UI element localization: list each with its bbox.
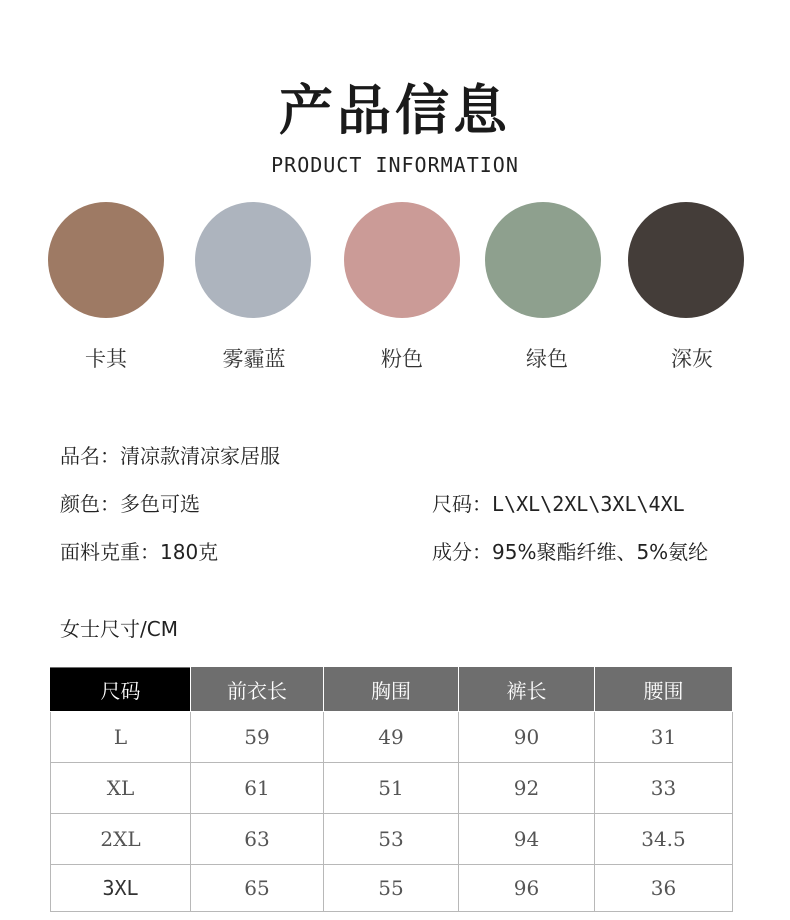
table-cell: 53 bbox=[324, 814, 459, 865]
size-label: 尺码： bbox=[432, 492, 492, 516]
product-name-row bbox=[60, 440, 280, 469]
table-cell: 36 bbox=[595, 865, 733, 912]
color-label-pink: 粉色 bbox=[381, 347, 423, 371]
table-cell: 59 bbox=[191, 712, 324, 763]
table-cell: 55 bbox=[324, 865, 459, 912]
table-row bbox=[51, 763, 733, 814]
table-cell: 90 bbox=[459, 712, 595, 763]
table-cell: L bbox=[51, 712, 191, 763]
table-cell: XL bbox=[51, 763, 191, 814]
color-swatch-green bbox=[485, 202, 601, 318]
material-row bbox=[432, 536, 708, 565]
color-swatch-haze-blue bbox=[195, 202, 311, 318]
color-row bbox=[60, 488, 200, 517]
header-waist: 腰围 bbox=[595, 668, 733, 712]
table-cell: 65 bbox=[191, 865, 324, 912]
size-table bbox=[50, 667, 733, 912]
table-row bbox=[51, 814, 733, 865]
product-name-label: 品名： bbox=[60, 444, 120, 468]
table-cell: 33 bbox=[595, 763, 733, 814]
table-cell: 51 bbox=[324, 763, 459, 814]
page-subtitle: PRODUCT INFORMATION bbox=[271, 153, 519, 177]
table-row bbox=[51, 865, 733, 912]
header-front-length: 前衣长 bbox=[191, 668, 324, 712]
header-chest: 胸围 bbox=[324, 668, 459, 712]
size-table-header-row bbox=[51, 668, 733, 712]
fabric-weight-row bbox=[60, 536, 218, 565]
color-swatch-dark-gray bbox=[628, 202, 744, 318]
color-swatch-khaki bbox=[48, 202, 164, 318]
table-cell: 34.5 bbox=[595, 814, 733, 865]
product-name-value: 清凉款清凉家居服 bbox=[120, 444, 280, 468]
table-cell: 31 bbox=[595, 712, 733, 763]
size-row bbox=[432, 488, 685, 517]
color-label: 颜色： bbox=[60, 492, 120, 516]
table-cell: 94 bbox=[459, 814, 595, 865]
color-label-dark-gray: 深灰 bbox=[671, 347, 713, 371]
page-title: 产品信息 bbox=[279, 79, 511, 142]
fabric-weight-value: 180克 bbox=[160, 540, 219, 564]
header-pants-length: 裤长 bbox=[459, 668, 595, 712]
table-cell: 3XL bbox=[51, 865, 191, 912]
table-cell: 49 bbox=[324, 712, 459, 763]
table-cell: 61 bbox=[191, 763, 324, 814]
color-label-khaki: 卡其 bbox=[85, 347, 127, 371]
table-cell: 92 bbox=[459, 763, 595, 814]
table-cell: 63 bbox=[191, 814, 324, 865]
size-value: L\XL\2XL\3XL\4XL bbox=[492, 492, 685, 516]
table-cell: 2XL bbox=[51, 814, 191, 865]
color-swatch-pink bbox=[344, 202, 460, 318]
header-size: 尺码 bbox=[51, 668, 191, 712]
color-label-green: 绿色 bbox=[526, 347, 568, 371]
color-label-haze-blue: 雾霾蓝 bbox=[222, 347, 286, 371]
table-cell: 96 bbox=[459, 865, 595, 912]
fabric-weight-label: 面料克重： bbox=[60, 540, 160, 564]
material-value: 95%聚酯纤维、5%氨纶 bbox=[492, 540, 709, 564]
material-label: 成分： bbox=[432, 540, 492, 564]
color-value: 多色可选 bbox=[120, 492, 200, 516]
size-table-caption: 女士尺寸/CM bbox=[60, 617, 178, 641]
table-row bbox=[51, 712, 733, 763]
